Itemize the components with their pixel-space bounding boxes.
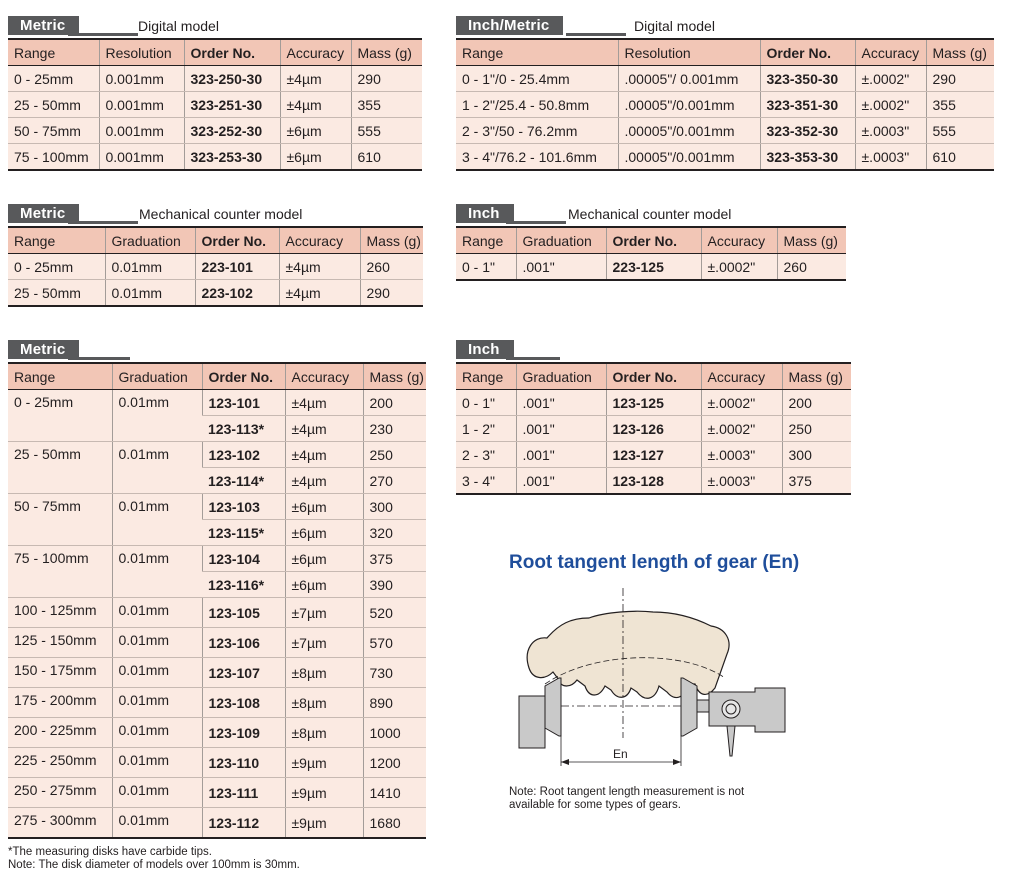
table-cell: 123-126 [606,416,701,442]
table-row [8,718,426,748]
graduation-cell: 0.01mm [112,748,202,778]
model-label: Mechanical counter model [139,206,303,222]
table-cell: 250 [363,442,426,468]
table-cell: 375 [363,546,426,572]
table-cell: 200 [782,390,851,416]
table-cell: 3 - 4"/76.2 - 101.6mm [456,144,618,171]
dimension-arrow-right [673,759,681,765]
table-cell: 123-125 [606,390,701,416]
column-header: Accuracy [701,227,777,254]
table-cell: 200 [363,390,426,416]
table-cell: 260 [360,254,423,280]
range-cell: 250 - 275mm [8,778,112,808]
table-cell: 323-253-30 [184,144,280,171]
table-cell: 323-353-30 [760,144,855,171]
table-cell: ±9µm [285,748,363,778]
table-cell: .00005"/0.001mm [618,118,760,144]
table-cell: 290 [926,66,994,92]
right-measuring-disk [681,678,697,736]
model-label: Digital model [138,18,219,34]
column-header: Graduation [105,227,195,254]
section-tag: Metric [8,340,79,359]
table-row [456,66,994,92]
table-cell: ±7µm [285,628,363,658]
column-header: Range [8,363,112,390]
table-cell: ±.0002" [855,92,926,118]
table-cell: 223-102 [195,280,279,307]
table-cell: ±8µm [285,658,363,688]
column-header: Order No. [606,363,701,390]
section-header [8,340,426,362]
table-cell: 123-101 [202,390,285,416]
inch-metric-digital-section [456,16,994,171]
metric-digital-section [8,16,422,171]
table-cell: ±.0002" [855,66,926,92]
table-cell: 375 [782,468,851,495]
table-cell: 323-250-30 [184,66,280,92]
section-header [456,16,994,38]
table-row [8,598,426,628]
graduation-cell: 0.01mm [112,494,202,546]
table-cell: 0.001mm [99,66,184,92]
tag-underline [68,33,138,36]
model-label: Digital model [634,18,715,34]
table-cell: 1000 [363,718,426,748]
section-tag: Inch [456,204,514,223]
table-cell: ±6µm [285,546,363,572]
header-row [456,227,846,254]
graduation-cell: 0.01mm [112,390,202,442]
table-cell: ±4µm [285,390,363,416]
range-cell: 175 - 200mm [8,688,112,718]
table-cell: 610 [351,144,422,171]
note-line: Note: The disk diameter of models over 100mm is 30mm. [8,859,300,871]
table-cell: 0.01mm [105,280,195,307]
column-header: Range [456,363,516,390]
table-cell: 123-104 [202,546,285,572]
table-cell: 0.001mm [99,92,184,118]
table-cell: 123-116* [202,572,285,598]
column-header: Order No. [184,39,280,66]
table-row [8,280,423,307]
table-cell: 890 [363,688,426,718]
table-row [8,254,423,280]
table-cell: 123-111 [202,778,285,808]
table-cell: ±4µm [285,468,363,494]
table-cell: 123-105 [202,598,285,628]
table-cell: ±4µm [285,416,363,442]
section-tag: Metric [8,204,79,223]
inch-standard-table [456,362,851,495]
section-header [8,16,422,38]
metric-digital-table [8,38,422,171]
table-row [8,546,426,572]
table-cell: ±6µm [285,494,363,520]
dimension-label: En [613,747,628,761]
column-header: Mass (g) [777,227,846,254]
table-row [8,778,426,808]
table-cell: 355 [351,92,422,118]
graduation-cell: 0.01mm [112,658,202,688]
table-cell: .001" [516,442,606,468]
section-tag: Metric [8,16,79,35]
table-cell: 123-110 [202,748,285,778]
gear-notes [509,786,744,812]
table-cell: 123-106 [202,628,285,658]
section-tag: Inch [456,340,514,359]
table-cell: 3 - 4" [456,468,516,495]
column-header: Range [456,39,618,66]
table-cell: ±4µm [280,92,351,118]
table-cell: 0 - 25mm [8,254,105,280]
table-row [8,92,422,118]
table-cell: 1 - 2" [456,416,516,442]
table-cell: .00005"/ 0.001mm [618,66,760,92]
table-row [8,390,426,416]
column-header: Order No. [606,227,701,254]
table-cell: ±.0003" [701,442,782,468]
table-cell: ±.0003" [855,144,926,171]
table-row [456,144,994,171]
range-cell: 225 - 250mm [8,748,112,778]
table-cell: ±8µm [285,688,363,718]
table-row [8,628,426,658]
graduation-cell: 0.01mm [112,598,202,628]
range-cell: 275 - 300mm [8,808,112,839]
table-cell: ±.0002" [701,254,777,281]
column-header: Graduation [516,227,606,254]
table-cell: 123-114* [202,468,285,494]
table-cell: .00005"/0.001mm [618,144,760,171]
section-tag: Inch/Metric [456,16,563,35]
table-cell: ±.0002" [701,390,782,416]
column-header: Accuracy [279,227,360,254]
table-cell: 323-350-30 [760,66,855,92]
table-row [8,118,422,144]
graduation-cell: 0.01mm [112,778,202,808]
table-cell: 0 - 25mm [8,66,99,92]
table-cell: ±6µm [285,572,363,598]
table-row [456,390,851,416]
table-cell: 270 [363,468,426,494]
table-cell: .001" [516,390,606,416]
inch-standard-section [456,340,856,495]
range-cell: 25 - 50mm [8,442,112,494]
inch-mechanical-section [456,204,846,281]
header-row [8,363,426,390]
table-cell: 290 [360,280,423,307]
table-cell: 730 [363,658,426,688]
table-cell: 123-113* [202,416,285,442]
note-line: available for some types of gears. [509,799,681,811]
column-header: Order No. [195,227,279,254]
table-row [8,748,426,778]
column-header: Order No. [760,39,855,66]
gear-title: Root tangent length of gear (En) [509,552,800,573]
note-line: Note: Root tangent length measurement is not [509,786,745,798]
column-header: Resolution [618,39,760,66]
column-header: Accuracy [701,363,782,390]
column-header: Range [8,227,105,254]
header-row [456,363,851,390]
table-cell: ±9µm [285,808,363,839]
graduation-cell: 0.01mm [112,442,202,494]
table-cell: ±4µm [279,254,360,280]
column-header: Resolution [99,39,184,66]
table-row [456,416,851,442]
header-row [8,39,422,66]
dimension-arrow-left [561,759,569,765]
range-cell: 100 - 125mm [8,598,112,628]
gear-section [509,552,809,761]
column-header: Accuracy [280,39,351,66]
table-cell: 123-127 [606,442,701,468]
range-cell: 150 - 175mm [8,658,112,688]
header-row [8,227,423,254]
inch-mechanical-table [456,226,846,281]
table-row [8,808,426,839]
table-row [8,144,422,171]
range-cell: 0 - 25mm [8,390,112,442]
table-row [8,442,426,468]
table-cell: 123-128 [606,468,701,495]
table-cell: 0.001mm [99,118,184,144]
table-row [456,254,846,281]
table-cell: 610 [926,144,994,171]
column-header: Order No. [202,363,285,390]
table-cell: ±7µm [285,598,363,628]
table-row [8,688,426,718]
table-cell: 123-109 [202,718,285,748]
table-cell: ±4µm [285,442,363,468]
table-cell: 320 [363,520,426,546]
metric-standard-section [8,340,426,872]
column-header: Mass (g) [360,227,423,254]
table-cell: 123-102 [202,442,285,468]
table-cell: ±4µm [279,280,360,307]
table-cell: 2 - 3"/50 - 76.2mm [456,118,618,144]
root-tangent-diagram [515,588,805,773]
table-cell: ±6µm [280,144,351,171]
tag-underline [566,33,626,36]
table-cell: 250 [782,416,851,442]
column-header: Range [456,227,516,254]
table-cell: 323-351-30 [760,92,855,118]
table-cell: 555 [351,118,422,144]
table-cell: 25 - 50mm [8,280,105,307]
tag-underline [506,357,560,360]
table-cell: 123-112 [202,808,285,839]
table-cell: 123-115* [202,520,285,546]
table-cell: .001" [516,468,606,495]
table-cell: ±6µm [285,520,363,546]
table-cell: ±4µm [280,66,351,92]
header-row [456,39,994,66]
graduation-cell: 0.01mm [112,718,202,748]
table-cell: 1680 [363,808,426,839]
table-cell: .001" [516,416,606,442]
range-cell: 125 - 150mm [8,628,112,658]
column-header: Mass (g) [363,363,426,390]
table-cell: 390 [363,572,426,598]
table-cell: 260 [777,254,846,281]
table-cell: ±.0003" [701,468,782,495]
metric-mechanical-section [8,204,423,307]
table-row [8,658,426,688]
range-cell: 200 - 225mm [8,718,112,748]
table-cell: 0 - 1"/0 - 25.4mm [456,66,618,92]
tag-underline [506,221,566,224]
column-header: Graduation [516,363,606,390]
table-cell: 0.01mm [105,254,195,280]
micrometer-body [709,688,785,732]
table-row [456,468,851,495]
table-cell: 75 - 100mm [8,144,99,171]
table-cell: 323-252-30 [184,118,280,144]
table-cell: 300 [782,442,851,468]
table-cell: ±8µm [285,718,363,748]
spindle [697,700,709,712]
table-cell: 1410 [363,778,426,808]
column-header: Mass (g) [926,39,994,66]
column-header: Graduation [112,363,202,390]
column-header: Mass (g) [782,363,851,390]
table-cell: 1200 [363,748,426,778]
table-cell: 123-103 [202,494,285,520]
table-cell: 0 - 1" [456,390,516,416]
table-cell: 2 - 3" [456,442,516,468]
table-cell: 355 [926,92,994,118]
table-cell: 0.001mm [99,144,184,171]
table-cell: 323-352-30 [760,118,855,144]
section-header [456,340,856,362]
column-header: Accuracy [285,363,363,390]
graduation-cell: 0.01mm [112,808,202,839]
table-cell: .00005"/0.001mm [618,92,760,118]
table-cell: 300 [363,494,426,520]
table-row [8,494,426,520]
left-measuring-disk [545,678,561,736]
tag-underline [68,357,130,360]
section-header [8,204,422,226]
column-header: Accuracy [855,39,926,66]
metric-mechanical-table [8,226,423,307]
table-cell: 520 [363,598,426,628]
range-cell: 75 - 100mm [8,546,112,598]
graduation-cell: 0.01mm [112,628,202,658]
table-row [456,92,994,118]
table-cell: 555 [926,118,994,144]
graduation-cell: 0.01mm [112,688,202,718]
table-cell: 50 - 75mm [8,118,99,144]
table-cell: 123-107 [202,658,285,688]
table-cell: ±.0002" [701,416,782,442]
table-cell: 123-108 [202,688,285,718]
inch-metric-digital-table [456,38,994,171]
note-line: *The measuring disks have carbide tips. [8,846,212,858]
clamp-lever [727,726,735,756]
table-row [8,66,422,92]
table-cell: 223-101 [195,254,279,280]
range-cell: 50 - 75mm [8,494,112,546]
tag-underline [68,221,138,224]
table-cell: 323-251-30 [184,92,280,118]
left-anvil-body [519,696,545,748]
table-cell: .001" [516,254,606,281]
table-cell: ±9µm [285,778,363,808]
table-row [456,442,851,468]
table-cell: ±.0003" [855,118,926,144]
table-row [456,118,994,144]
table-cell: 0 - 1" [456,254,516,281]
column-header: Mass (g) [351,39,422,66]
table-cell: 570 [363,628,426,658]
table-cell: 290 [351,66,422,92]
column-header: Range [8,39,99,66]
model-label: Mechanical counter model [568,206,732,222]
table-cell: 1 - 2"/25.4 - 50.8mm [456,92,618,118]
clamp-knob [722,700,740,718]
table-cell: ±6µm [280,118,351,144]
table-cell: 230 [363,416,426,442]
table-cell: 25 - 50mm [8,92,99,118]
metric-standard-table [8,362,426,839]
graduation-cell: 0.01mm [112,546,202,598]
section-header [456,204,846,226]
table-cell: 223-125 [606,254,701,281]
